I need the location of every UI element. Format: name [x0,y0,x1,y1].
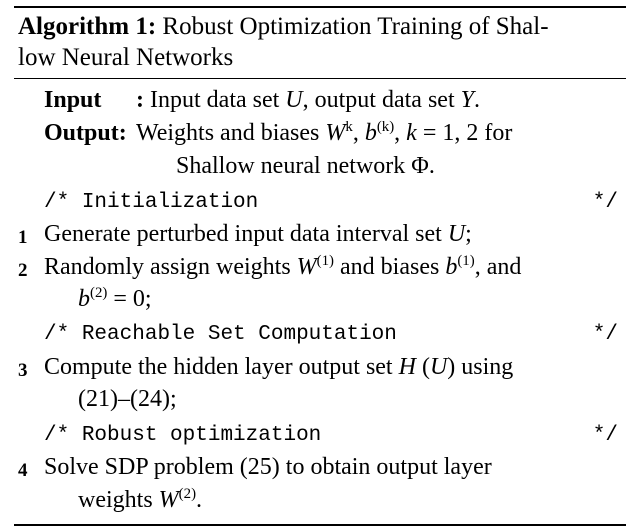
step4-cont-a: weights [78,486,159,513]
input-text-a: Input data set [150,87,286,113]
input-text-b: , output data set [302,87,461,113]
comment-close-2: */ [592,323,618,347]
step-1 [18,219,624,251]
comment-open-token-3: /* [44,423,70,447]
step-text-3 [44,352,624,383]
step2-cont-sup: (2) [90,285,108,302]
output-text-line1 [136,118,624,149]
comment-reachable-set [18,321,624,348]
step1-b: ; [465,220,472,247]
step2-a: Randomly assign weights [44,253,297,280]
input-text [150,85,624,116]
step-number-3: 3 [18,359,28,381]
comment-close-1: */ [592,190,618,214]
step4-cont-b: . [196,486,203,513]
algorithm-title-line1: Robust Optimization Training of Shal- [162,13,549,40]
algorithm-bottom-rule [14,524,626,526]
output-text-line2 [18,151,624,182]
comment-open-2 [44,321,397,348]
input-row [18,85,624,116]
comment-text-1: Initialization [81,190,259,214]
output-sup-k2: (k) [376,119,395,136]
step4-var-W: W [158,486,179,513]
comment-close-3: */ [592,423,618,447]
output-var-b: b [364,120,377,147]
step-2-continuation [18,284,624,315]
step3-var-Ucal: U [429,353,448,380]
step2-cont-a: = 0; [107,286,152,313]
algorithm-title-line2: low Neural Networks [18,43,234,71]
output-label: Output: [44,120,127,147]
output-sup-k: k [345,119,353,136]
output-text-d: = 1, 2 for [416,120,513,147]
comment-open-token-1: /* [44,190,70,214]
output-var-W: W [325,120,346,147]
comment-initialization [18,189,624,216]
step3-a: Compute the hidden layer output set [44,353,399,380]
input-var-Y: Y [460,87,474,113]
step2-cont-var-b: b [78,286,90,313]
step-number-2: 2 [18,259,28,281]
step2-b: and biases [334,253,446,280]
step3-b: ( [415,353,430,380]
output-text-c: , [394,120,407,147]
step-number-1: 1 [18,226,28,248]
step1-a: Generate perturbed input data interval set [44,220,448,247]
step3-cont-a: (21)–(24); [78,386,177,413]
input-text-c: . [473,87,480,113]
step-text-4: Solve SDP problem (25) to obtain output layer [44,453,492,480]
comment-text-3: Robust optimization [81,423,322,447]
output-line2-b: . [428,153,435,180]
step2-var-b: b [445,253,458,280]
comment-open-3 [44,422,321,449]
output-line2-a: Shallow neural network [176,153,412,180]
input-label: Input [44,87,102,113]
output-text-a: Weights and biases [136,120,326,147]
output-text-b: , [352,120,365,147]
algorithm-title [14,8,626,78]
algorithm-block [14,6,626,526]
output-var-phi: Φ [411,153,429,180]
comment-text-2: Reachable Set Computation [81,323,397,347]
comment-open-1 [44,189,258,216]
algorithm-body [14,79,626,524]
step3-c: ) using [447,353,514,380]
input-var-U: U [285,87,303,113]
output-var-k: k [406,120,417,147]
step2-sup-1: (1) [316,252,335,269]
algorithm-label: Algorithm 1: [18,13,157,40]
step-3 [18,352,624,384]
comment-open-token-2: /* [44,323,70,347]
step-2 [18,252,624,284]
output-row [18,118,624,149]
step4-sup: (2) [178,485,197,502]
step-text-1 [44,219,624,250]
step2-c: , and [474,253,522,280]
step-text-2 [44,252,624,283]
step3-var-H: H [398,353,416,380]
step-number-4: 4 [18,459,28,481]
comment-robust-optimization [18,422,624,449]
input-colon: : [136,87,144,113]
step2-var-W: W [296,253,317,280]
step-4-continuation [18,485,624,516]
step2-sup-2: (1) [457,252,475,269]
step-3-continuation [18,384,624,415]
step1-var-Ucal: U [447,220,466,247]
